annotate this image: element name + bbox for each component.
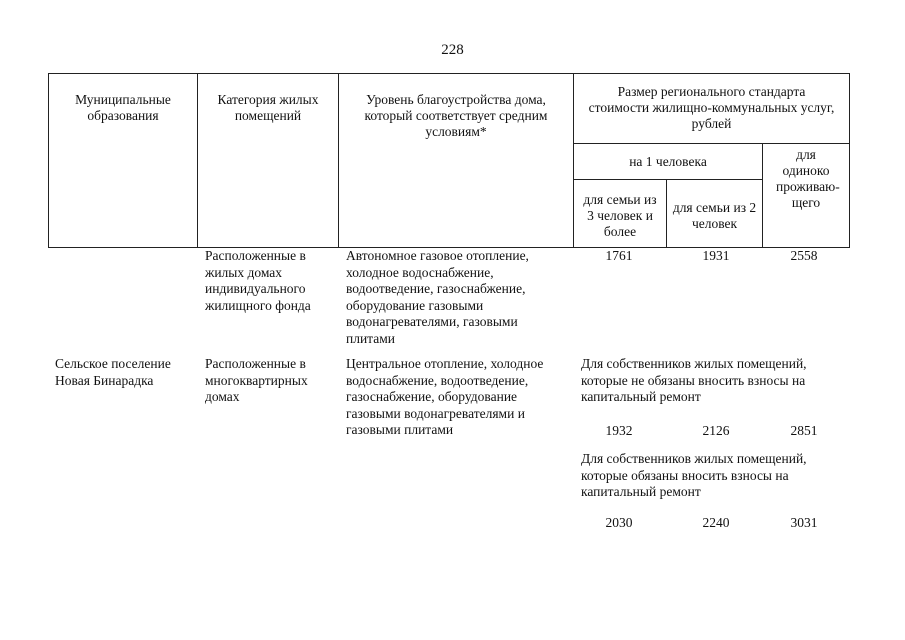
row2-group1-value-family-3plus: 1932 <box>605 423 633 438</box>
row1-comfort: Автономное газовое отопление, холодное водоснабжение, водоотведение, газоснабжение, оборудование газовыми водонагревателями, газовыми плитами <box>346 248 529 346</box>
header-category: Категория жилых помещений <box>198 74 339 248</box>
row2-group2-value-family-3plus: 2030 <box>605 515 633 530</box>
header-per-person: на 1 человека <box>574 144 763 180</box>
row2-category: Расположенные в многоквартирных домах <box>205 356 308 405</box>
header-municipality: Муниципальные образования <box>49 74 198 248</box>
row1-category: Расположенные в жилых домах индивидуального жилищного фонда <box>205 248 311 313</box>
row2-group2-value-single: 3031 <box>790 515 818 530</box>
row2-group1-value-family-2: 2126 <box>702 423 730 438</box>
row2-group1-label: Для собственников жилых помещений, которые не обязаны вносить взносы на капитальный ремонт <box>581 356 807 405</box>
row2-group2-label: Для собственников жилых помещений, которые обязаны вносить взносы на капитальный ремонт <box>581 451 807 500</box>
table-header <box>48 73 850 248</box>
row1-value-single: 2558 <box>790 248 818 263</box>
row1-value-family-3plus: 1761 <box>605 248 633 263</box>
row2-municipality: Сельское поселение Новая Бинарадка <box>55 356 171 388</box>
row1-value-family-2: 1931 <box>702 248 730 263</box>
header-family-3plus: для семьи из 3 человек и более <box>574 180 667 248</box>
row2-group1-value-single: 2851 <box>790 423 818 438</box>
page-number: 228 <box>441 42 464 58</box>
header-standard-size: Размер регионального стандарта стоимости жилищно-коммунальных услуг, рублей <box>574 74 850 144</box>
header-comfort-level: Уровень благоустройства дома, который соответствует средним условиям* <box>339 74 574 248</box>
row2-comfort: Центральное отопление, холодное водоснабжение, водоотведение, газоснабжение, оборудование газовыми водонагревателями и газовыми плитами <box>346 356 544 438</box>
header-single-resident: для одиноко проживаю-щего <box>763 144 850 248</box>
header-family-2: для семьи из 2 человек <box>667 180 763 248</box>
row2-group2-value-family-2: 2240 <box>702 515 730 530</box>
